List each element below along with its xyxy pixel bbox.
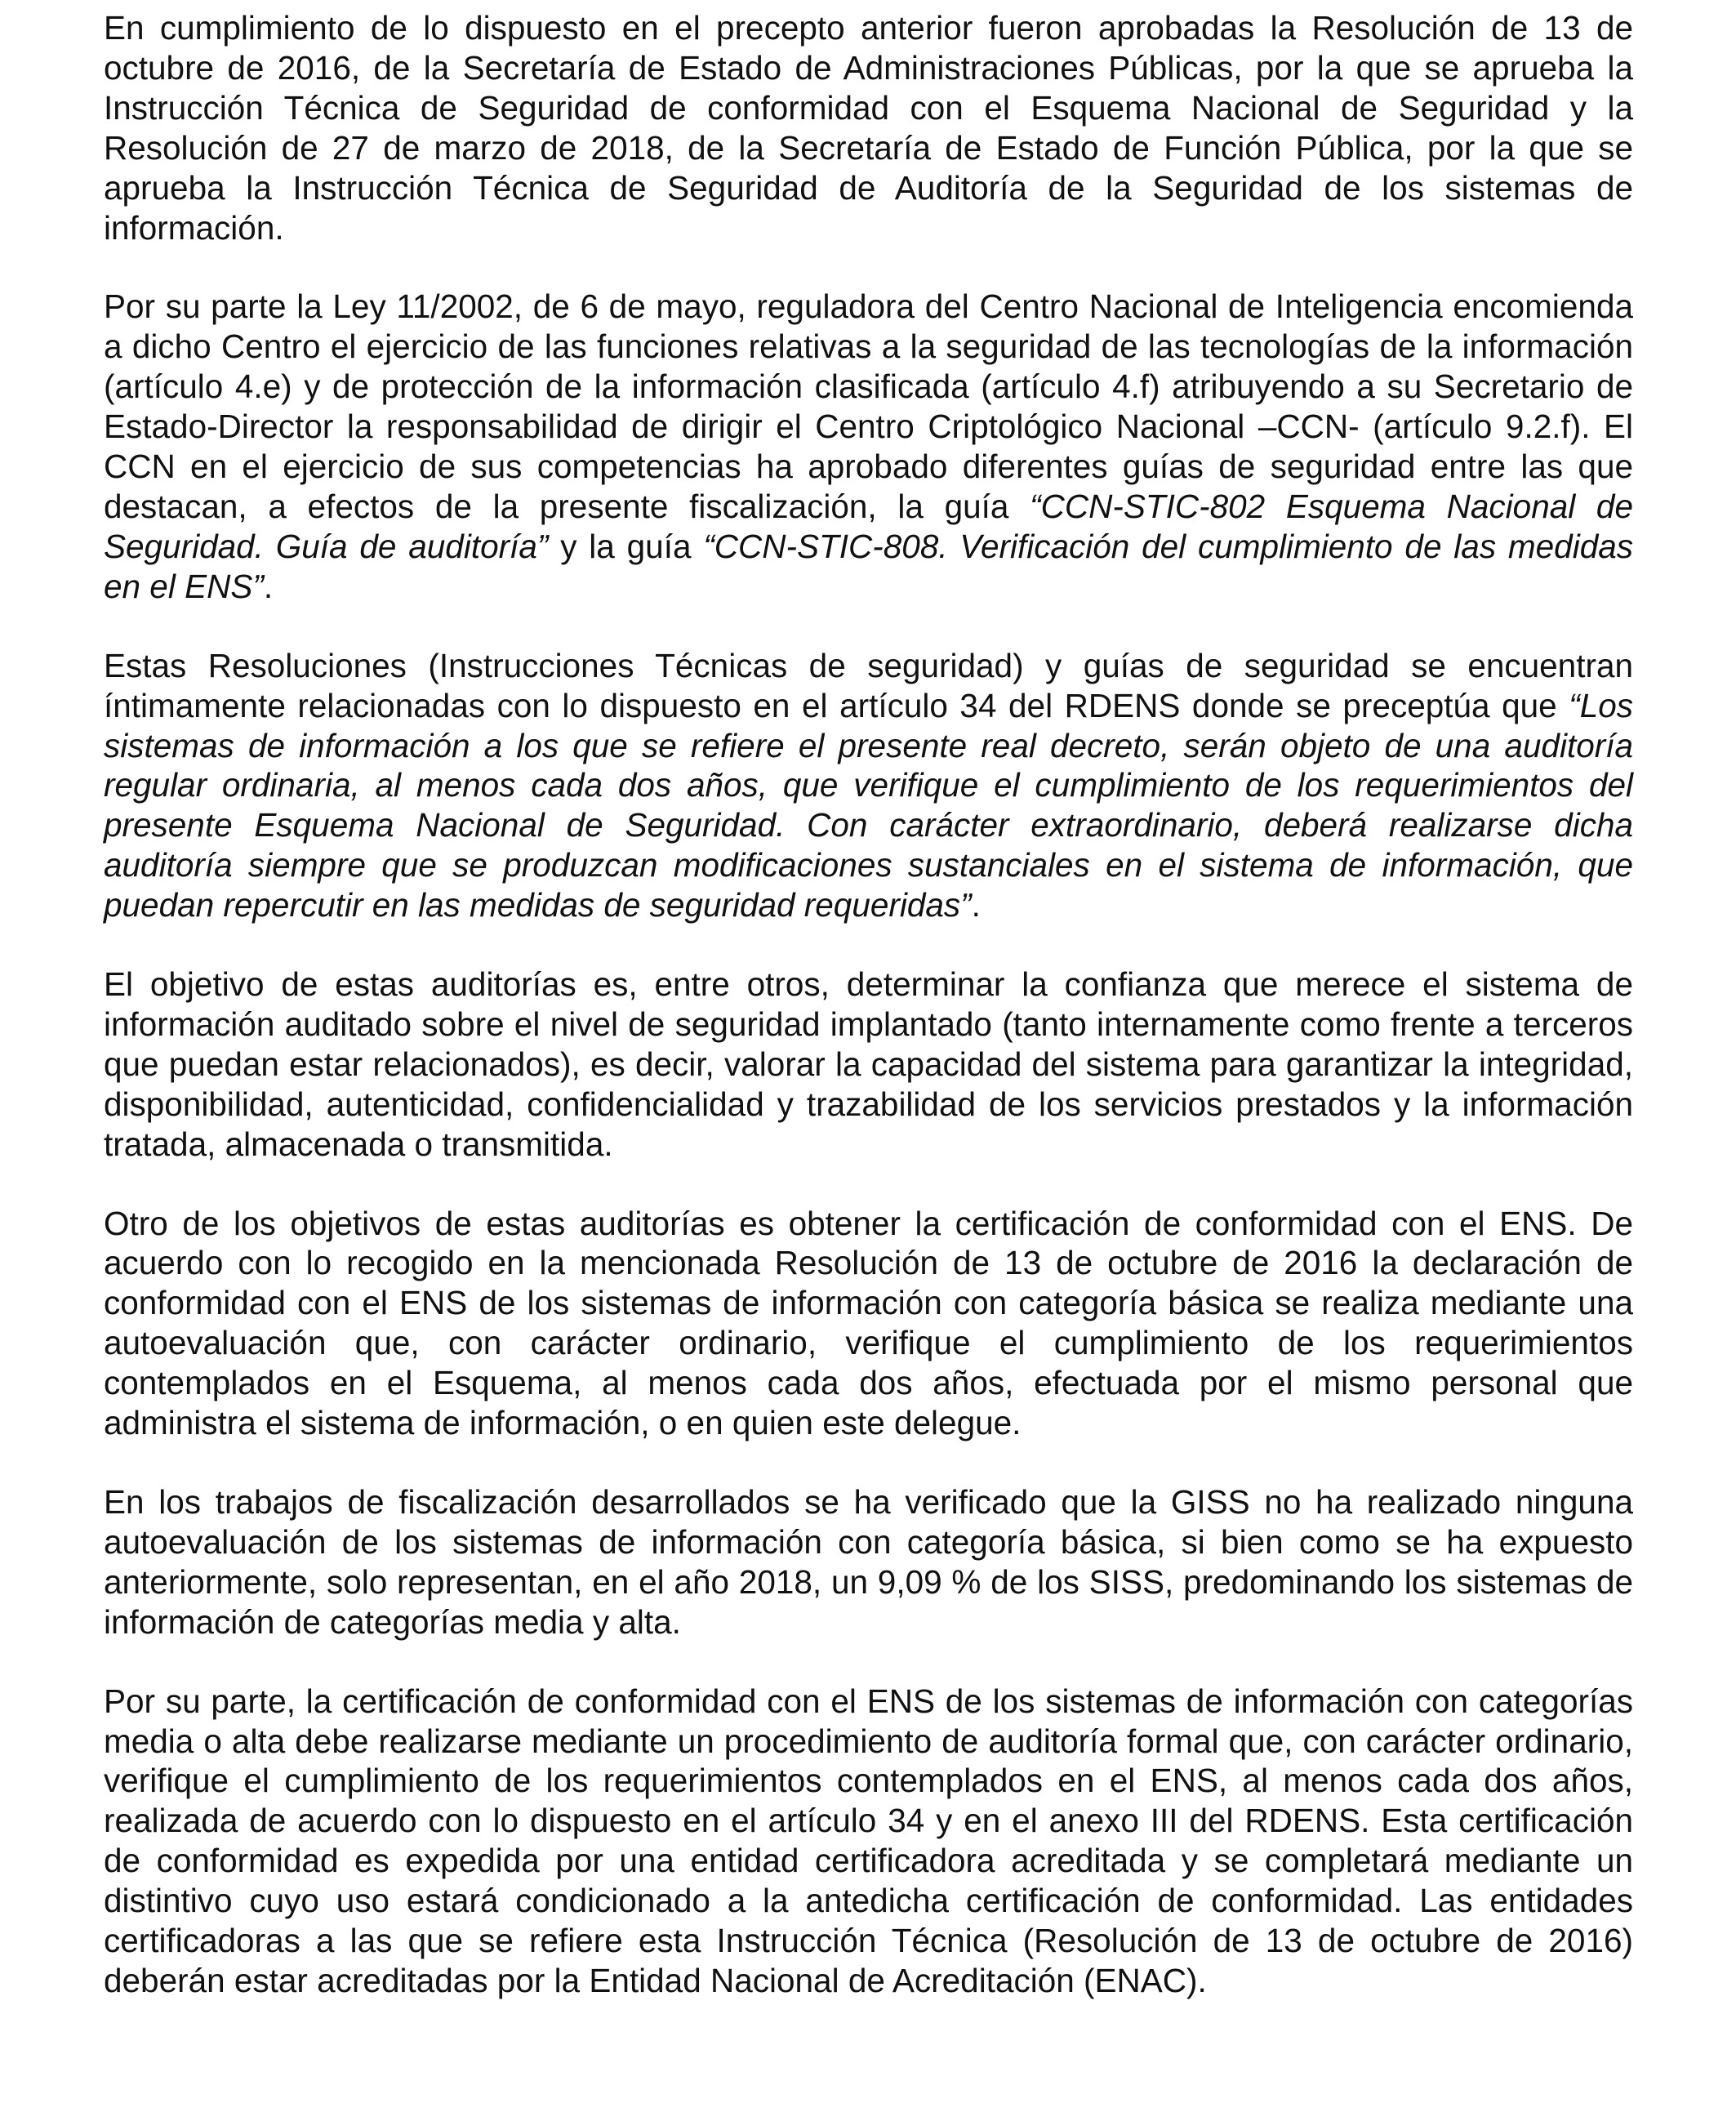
- paragraph-5: [104, 1204, 1633, 1443]
- paragraph-1: [104, 8, 1633, 247]
- guide-title-ccn-stic-802: “CCN-STIC-802 Esquema Nacional de Seguridad. Guía de auditoría”: [104, 487, 1633, 565]
- paragraph-3-text: Estas Resoluciones (Instrucciones Técnicas de seguridad) y guías de seguridad se encuentran íntimamente relacionadas con lo dispuesto en el artículo 34 del RDENS donde se preceptúa que: [104, 646, 1633, 724]
- paragraph-6: [104, 1482, 1633, 1642]
- paragraph-6-text: En los trabajos de fiscalización desarrollados se ha verificado que la GISS no ha realizado ninguna autoevaluación de los sistemas de información con categoría básica, si bien como se ha expuesto anteriormente, solo representan, en el año 2018, un 9,09 % de los SISS, predominando los sistemas de información de categorías media y alta.: [104, 1483, 1633, 1641]
- paragraph-4-text: El objetivo de estas auditorías es, entre otros, determinar la confianza que merece el sistema de información auditado sobre el nivel de seguridad implantado (tanto internamente como frente a terceros que puedan estar relacionados), es decir, valorar la capacidad del sistema para garantizar la integridad, disponibilidad, autenticidad, confidencialidad y trazabilidad de los servicios prestados y la información tratada, almacenada o transmitida.: [104, 965, 1633, 1163]
- paragraph-1-text: En cumplimiento de lo dispuesto en el precepto anterior fueron aprobadas la Resolución de 13 de octubre de 2016, de la Secretaría de Estado de Administraciones Públicas, por la que se aprueba la Instrucción Técnica de Seguridad de conformidad con el Esquema Nacional de Seguridad y la Resolución de 27 de marzo de 2018, de la Secretaría de Estado de Función Pública, por la que se aprueba la Instrucción Técnica de Seguridad de Auditoría de la Seguridad de los sistemas de información.: [104, 9, 1633, 247]
- guide-title-ccn-stic-808: “CCN-STIC-808. Verificación del cumplimiento de las medidas en el ENS”: [104, 527, 1633, 605]
- paragraph-5-text: Otro de los objetivos de estas auditorías es obtener la certificación de conformidad con el ENS. De acuerdo con lo recogido en la mencionada Resolución de 13 de octubre de 2016 la declaración de conformidad con el ENS de los sistemas de información con categoría básica se realiza mediante una autoevaluación que, con carácter ordinario, verifique el cumplimiento de los requerimientos contemplados en el Esquema, al menos cada dos años, efectuada por el mismo personal que administra el sistema de información, o en quien este delegue.: [104, 1204, 1633, 1442]
- document-page: [104, 8, 1633, 2040]
- paragraph-3: [104, 646, 1633, 925]
- paragraph-7: [104, 1682, 1633, 2001]
- paragraph-3-end: .: [971, 886, 981, 925]
- paragraph-2: [104, 287, 1633, 606]
- paragraph-2-text: Por su parte la Ley 11/2002, de 6 de mayo, reguladora del Centro Nacional de Inteligencia encomienda a dicho Centro el ejercicio de las funciones relativas a la seguridad de las tecnologías de la información (artículo 4.e) y de protección de la información clasificada (artículo 4.f) atribuyendo a su Secretario de Estado-Director la responsabilidad de dirigir el Centro Criptológico Nacional –CCN- (artículo 9.2.f). El CCN en el ejercicio de sus competencias ha aprobado diferentes guías de seguridad entre las que destacan, a efectos de la presente fiscalización, la guía: [104, 287, 1633, 525]
- paragraph-7-text: Por su parte, la certificación de conformidad con el ENS de los sistemas de información con categorías media o alta debe realizarse mediante un procedimiento de auditoría formal que, con carácter ordinario, verifique el cumplimiento de los requerimientos contemplados en el ENS, al menos cada dos años, realizada de acuerdo con lo dispuesto en el artículo 34 y en el anexo III del RDENS. Esta certificación de conformidad es expedida por una entidad certificadora acreditada y se completará mediante un distintivo cuyo uso estará condicionado a la antedicha certificación de conformidad. Las entidades certificadoras a las que se refiere esta Instrucción Técnica (Resolución de 13 de octubre de 2016) deberán estar acreditadas por la Entidad Nacional de Acreditación (ENAC).: [104, 1682, 1633, 1999]
- paragraph-2-connector: y la guía: [548, 527, 704, 565]
- paragraph-2-end: .: [263, 567, 274, 605]
- paragraph-4: [104, 965, 1633, 1165]
- article-34-quote: “Los sistemas de información a los que se refiere el presente real decreto, serán objeto de una auditoría regular ordinaria, al menos cada dos años, que verifique el cumplimiento de los requerimientos del presente Esquema Nacional de Seguridad. Con carácter extraordinario, deberá realizarse dicha auditoría siempre que se produzcan modificaciones sustanciales en el sistema de información, que puedan repercutir en las medidas de seguridad requeridas”: [104, 686, 1633, 925]
